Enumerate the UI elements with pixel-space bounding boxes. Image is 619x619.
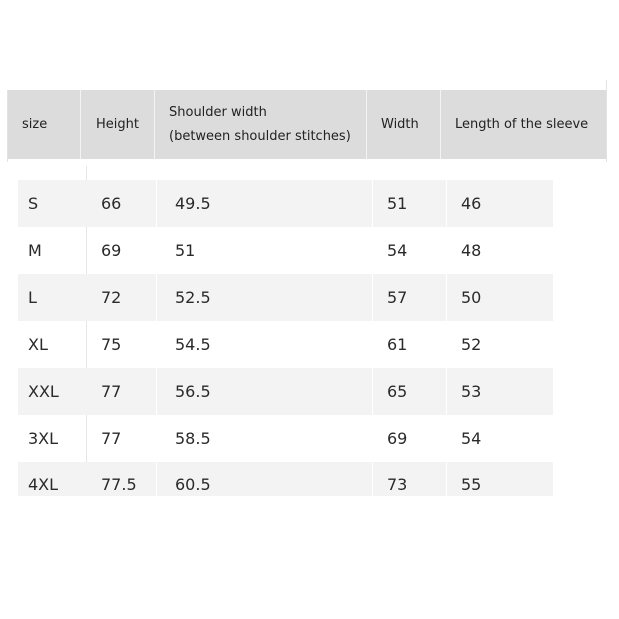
- cell-shoulder: 52.5: [175, 288, 211, 307]
- column-divider: [372, 180, 373, 227]
- column-divider: [446, 274, 447, 321]
- cell-size: L: [28, 288, 37, 307]
- header-size-label: size: [22, 116, 48, 132]
- header-sleeve-length: [455, 90, 605, 159]
- header-width: [381, 90, 441, 159]
- cell-sleeve: 50: [461, 288, 482, 307]
- header-sleeve-label: Length of the sleeve: [455, 116, 589, 132]
- table-row: [18, 321, 553, 368]
- cell-shoulder: 58.5: [175, 429, 211, 448]
- column-divider: [156, 462, 157, 496]
- cell-width: 54: [387, 241, 408, 260]
- header-height: [96, 90, 156, 159]
- table-row: [18, 227, 553, 274]
- cell-shoulder: 49.5: [175, 194, 211, 213]
- cell-width: 61: [387, 335, 408, 354]
- cell-height: 72: [101, 288, 122, 307]
- header-height-label: Height: [96, 116, 139, 132]
- header-divider: [366, 90, 367, 159]
- cell-width: 69: [387, 429, 408, 448]
- cell-size: XL: [28, 335, 48, 354]
- header-shoulder-width: [169, 90, 369, 159]
- cell-height: 75: [101, 335, 122, 354]
- column-divider: [372, 462, 373, 496]
- cell-sleeve: 52: [461, 335, 482, 354]
- cell-height: 77.5: [101, 474, 137, 494]
- cell-sleeve: 54: [461, 429, 482, 448]
- column-divider: [156, 180, 157, 227]
- column-divider: [156, 274, 157, 321]
- table-row: [18, 274, 553, 321]
- table-row: [18, 415, 553, 462]
- cell-size: 4XL: [28, 474, 59, 494]
- cell-sleeve: 53: [461, 382, 482, 401]
- column-divider: [446, 462, 447, 496]
- cell-sleeve: 48: [461, 241, 482, 260]
- cell-width: 65: [387, 382, 408, 401]
- cell-shoulder: 56.5: [175, 382, 211, 401]
- table-right-edge: [606, 80, 607, 162]
- cell-sleeve: 55: [461, 474, 482, 494]
- cell-size: XXL: [28, 382, 59, 401]
- table-row: [18, 462, 553, 496]
- header-divider: [440, 90, 441, 159]
- cell-height: 66: [101, 194, 122, 213]
- cell-shoulder: 54.5: [175, 335, 211, 354]
- cell-shoulder: 51: [175, 241, 196, 260]
- header-shoulder-line1: Shoulder width: [169, 104, 267, 120]
- table-left-edge: [7, 90, 8, 162]
- column-divider: [446, 368, 447, 415]
- header-width-label: Width: [381, 116, 419, 132]
- column-divider: [446, 180, 447, 227]
- header-divider: [154, 90, 155, 159]
- cell-height: 69: [101, 241, 122, 260]
- cell-size: S: [28, 194, 39, 213]
- table-row: [18, 180, 553, 227]
- header-divider: [80, 90, 81, 159]
- cell-sleeve: 46: [461, 194, 482, 213]
- header-size: [22, 90, 82, 159]
- cell-height: 77: [101, 429, 122, 448]
- table-row: [18, 368, 553, 415]
- size-chart-header: [8, 90, 606, 159]
- cell-width: 51: [387, 194, 408, 213]
- cell-width: 73: [387, 474, 408, 494]
- cell-shoulder: 60.5: [175, 474, 211, 494]
- cell-height: 77: [101, 382, 122, 401]
- cell-width: 57: [387, 288, 408, 307]
- column-divider: [372, 274, 373, 321]
- header-shoulder-line2: (between shoulder stitches): [169, 128, 351, 144]
- cell-size: M: [28, 241, 42, 260]
- cell-size: 3XL: [28, 429, 59, 448]
- column-divider: [156, 368, 157, 415]
- column-divider: [372, 368, 373, 415]
